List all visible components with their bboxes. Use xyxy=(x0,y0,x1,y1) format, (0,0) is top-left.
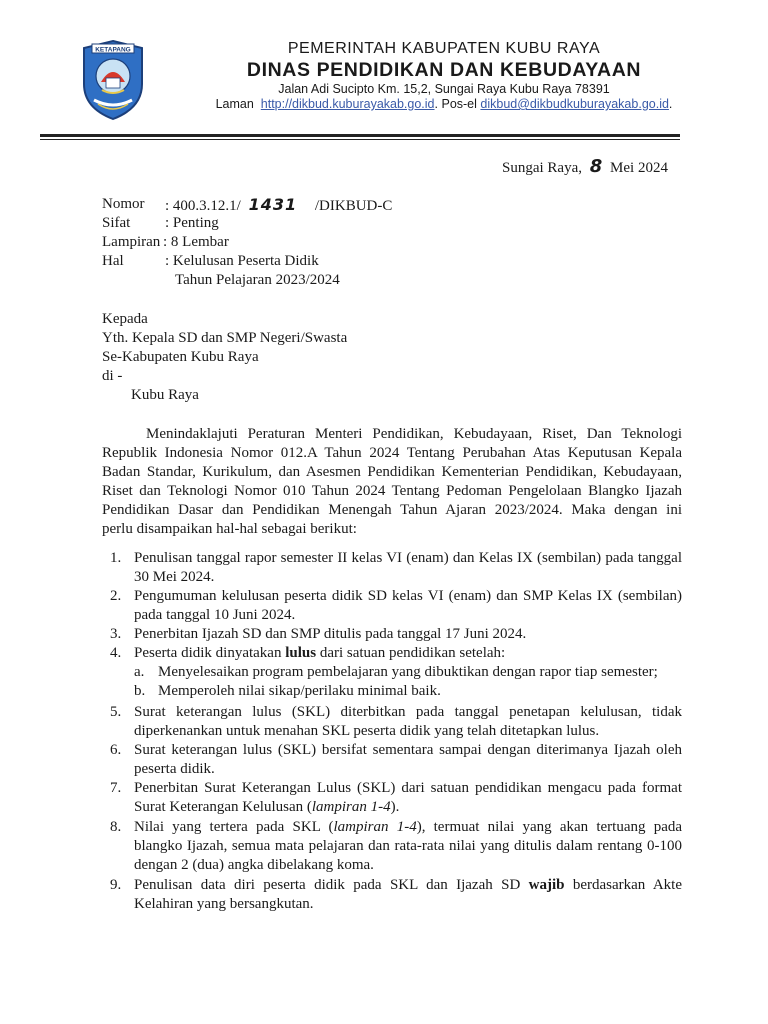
item-text: Penulisan data diri peserta didik pada SKL dan Ijazah SD wajib berdasarkan Akte xyxy=(134,877,682,893)
email-label: Pos-el xyxy=(441,97,477,111)
sub-item-text: Memperoleh nilai sikap/perilaku minimal baik. xyxy=(158,683,441,699)
date-place: Sungai Raya, xyxy=(502,160,582,176)
item-number: 6. xyxy=(110,742,122,758)
list-item xyxy=(134,876,682,914)
date-day-handwritten: 8 xyxy=(589,156,603,177)
intro-line: perlu disampaikan hal-hal sebagai berikut: xyxy=(102,521,357,537)
nomor-prefix: : 400.3.12.1/ xyxy=(165,198,241,214)
item-number: 5. xyxy=(110,704,122,720)
sifat-value: : Penting xyxy=(165,215,219,231)
item-text: diperkenankan untuk menahan SKL peserta didik yang telah ditetapkan lulus. xyxy=(134,723,600,739)
website-link[interactable]: http://dikbud.kuburayakab.go.id xyxy=(260,97,435,111)
nomor-value xyxy=(165,195,392,216)
sub-item-label: a. xyxy=(134,664,145,680)
item-number: 3. xyxy=(110,626,122,642)
item-text: Kelahiran yang bersangkutan. xyxy=(134,896,314,912)
item-text: dengan 2 (dua) angka dibelakang koma. xyxy=(134,857,374,873)
list-item xyxy=(134,779,682,817)
recipient-yth: Yth. Kepala SD dan SMP Negeri/Swasta xyxy=(102,330,348,346)
laman-label: Laman xyxy=(215,97,254,111)
list-item xyxy=(134,625,682,644)
lampiran-label: Lampiran xyxy=(102,234,161,250)
item-text: blangko Ijazah, semua mata pelajaran dan rata-rata nilai yang ditulis dalam rentang 0-100 xyxy=(134,838,682,854)
recipient-region: Se-Kabupaten Kubu Raya xyxy=(102,349,259,365)
letterhead-rule-thin xyxy=(40,139,680,140)
email-link[interactable]: dikbud@dikbudkuburayakab.go.id xyxy=(480,97,669,111)
item-number: 9. xyxy=(110,877,122,893)
government-name: PEMERINTAH KABUPATEN KUBU RAYA xyxy=(287,40,601,57)
nomor-label: Nomor xyxy=(102,196,145,212)
item-text: Pengumuman kelulusan peserta didik SD kelas VI (enam) dan SMP Kelas IX (sembilan) xyxy=(134,588,682,604)
sub-item-text: Menyelesaikan program pembelajaran yang dibuktikan dengan rapor tiap semester; xyxy=(158,664,658,680)
department-name: DINAS PENDIDIKAN DAN KEBUDAYAAN xyxy=(246,59,642,81)
item-text: Penulisan tanggal rapor semester II kelas VI (enam) dan Kelas IX (sembilan) pada tanggal xyxy=(134,550,682,566)
item-number: 7. xyxy=(110,780,122,796)
regency-logo xyxy=(80,38,146,122)
item-text: Surat keterangan lulus (SKL) diterbitkan pada tanggal penetapan kelulusan, tidak xyxy=(134,704,682,720)
hal-value-2: Tahun Pelajaran 2023/2024 xyxy=(175,272,340,288)
intro-line: Pendidikan Dasar dan Pendidikan Menengah Tahun Ajaran 2023/2024. Maka dengan ini xyxy=(102,502,682,518)
intro-line: Riset dan Teknologi Nomor 010 Tahun 2024 Tentang Pedoman Pengelolaan Blangko Ijazah xyxy=(102,483,682,499)
letterhead-rule-thick xyxy=(40,134,680,137)
item-number: 8. xyxy=(110,819,122,835)
item-text: Surat Keterangan Kelulusan (lampiran 1-4). xyxy=(134,799,400,815)
recipient-place: Kubu Raya xyxy=(131,387,199,403)
item-text: Nilai yang tertera pada SKL (lampiran 1-4), termuat nilai yang akan tertuang pada xyxy=(134,819,683,835)
recipient-kepada: Kepada xyxy=(102,311,148,327)
item-number: 2. xyxy=(110,588,122,604)
hal-label: Hal xyxy=(102,253,124,269)
regency-emblem-icon xyxy=(80,38,146,122)
item-text: peserta didik. xyxy=(134,761,215,777)
recipient-di: di - xyxy=(102,368,123,384)
hal-value-1: : Kelulusan Peserta Didik xyxy=(165,253,319,269)
lampiran-ref: lampiran 1-4 xyxy=(333,819,417,835)
item-text: 30 Mei 2024. xyxy=(134,569,215,585)
emphasis-wajib: wajib xyxy=(528,877,565,893)
item-text: pada tanggal 10 Juni 2024. xyxy=(134,607,296,623)
intro-line: Badan Standar, Kurikulum, dan Asesmen Pendidikan Kementerian Pendidikan, Kebudayaan, xyxy=(102,464,682,480)
lampiran-ref: lampiran 1-4 xyxy=(311,799,391,815)
lampiran-value: : 8 Lembar xyxy=(163,234,229,250)
date-month-year: Mei 2024 xyxy=(610,160,668,176)
sub-item-label: b. xyxy=(134,683,146,699)
item-text: Penerbitan Surat Keterangan Lulus (SKL) dari satuan pendidikan mengacu pada format xyxy=(134,780,682,796)
list-item xyxy=(134,587,682,625)
list-item xyxy=(134,549,682,587)
list-item xyxy=(134,741,682,779)
sifat-label: Sifat xyxy=(102,215,131,231)
logo-text: KETAPANG xyxy=(95,46,131,54)
item-number: 1. xyxy=(110,550,122,566)
item-text: Surat keterangan lulus (SKL) bersifat sementara sampai dengan diterimanya Ijazah oleh xyxy=(134,742,682,758)
letter-date xyxy=(502,157,668,178)
intro-line: Menindaklajuti Peraturan Menteri Pendidikan, Kebudayaan, Riset, Dan Teknologi xyxy=(146,426,682,442)
emphasis-lulus: lulus xyxy=(285,645,317,661)
intro-line: Republik Indonesia Nomor 012.A Tahun 2024 Tentang Perubahan Atas Keputusan Kepala xyxy=(102,445,682,461)
item-text: Peserta didik dinyatakan lulus dari satuan pendidikan setelah: xyxy=(134,645,506,661)
contact-line: Laman http://dikbud.kuburayakab.go.id. Pos-el dikbud@dikbudkuburayakab.go.id. xyxy=(215,97,673,111)
list-item xyxy=(134,818,682,875)
item-number: 4. xyxy=(110,645,122,661)
item-text: Penerbitan Ijazah SD dan SMP ditulis pada tanggal 17 Juni 2024. xyxy=(134,626,527,642)
nomor-handwritten: 1431 xyxy=(248,195,298,214)
list-item xyxy=(134,644,682,663)
nomor-suffix: /DIKBUD-C xyxy=(314,198,393,214)
list-item xyxy=(134,703,682,741)
office-address: Jalan Adi Sucipto Km. 15,2, Sungai Raya Kubu Raya 78391 xyxy=(278,82,610,96)
